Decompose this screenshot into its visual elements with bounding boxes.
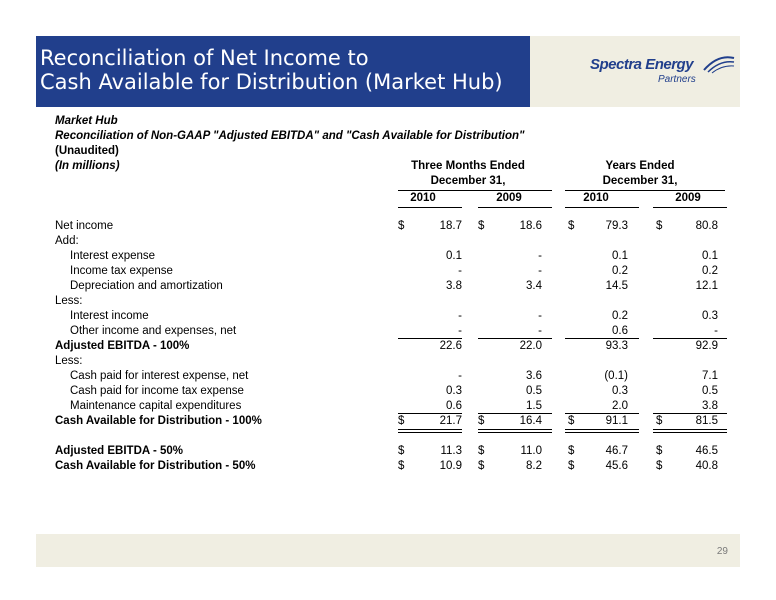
cell-value: 40.8 (695, 460, 718, 472)
group-underline (398, 190, 552, 191)
column-group-years-date: December 31, (602, 175, 678, 187)
currency-symbol: $ (478, 460, 485, 472)
cell-value: - (538, 250, 542, 262)
cell-value: 0.2 (612, 310, 628, 322)
cell-value: 0.5 (526, 385, 542, 397)
cell-value: 81.5 (695, 415, 718, 427)
cell-value: 45.6 (605, 460, 628, 472)
row-label: Adjusted EBITDA - 100% (55, 340, 190, 352)
page-number: 29 (716, 546, 728, 557)
row-label: Net income (55, 220, 114, 232)
cell-value: 18.7 (439, 220, 462, 232)
year-underline (478, 207, 552, 208)
cell-value: 46.5 (695, 445, 718, 457)
year-underline (565, 207, 639, 208)
total-rule-line (398, 338, 462, 339)
cell-value: 3.6 (526, 370, 542, 382)
table-row (55, 385, 745, 400)
table-row (55, 280, 745, 295)
cell-value: 22.0 (519, 340, 542, 352)
spectra-energy-partners-logo (590, 52, 740, 92)
cell-value: 80.8 (695, 220, 718, 232)
cell-value: 3.8 (446, 280, 462, 292)
cell-value: 18.6 (519, 220, 542, 232)
cell-value: 0.1 (612, 250, 628, 262)
currency-symbol: $ (656, 445, 663, 457)
cell-value: 16.4 (519, 415, 542, 427)
column-group-years: Years Ended (605, 160, 675, 172)
cell-value: 0.2 (702, 265, 718, 277)
year-header: 2010 (583, 192, 609, 204)
table-header-market-hub: Market Hub (55, 115, 118, 127)
cell-value: 0.6 (612, 325, 628, 337)
table-row (55, 370, 745, 385)
total-rule-line (565, 338, 639, 339)
row-label: Income tax expense (70, 265, 173, 277)
total-rule-line (478, 338, 552, 339)
cell-value: 0.3 (446, 385, 462, 397)
cell-value: 0.1 (702, 250, 718, 262)
total-rule-line (565, 413, 639, 414)
cell-value: 2.0 (612, 400, 628, 412)
cell-value: 10.9 (439, 460, 462, 472)
table-header-unaudited: (Unaudited) (55, 145, 119, 157)
row-label: Cash paid for interest expense, net (70, 370, 249, 382)
total-rule-line (653, 432, 727, 433)
total-rule-line (478, 413, 552, 414)
table-row (55, 340, 745, 355)
total-rule-line (653, 338, 727, 339)
row-label: Depreciation and amortization (70, 280, 223, 292)
cell-value: 79.3 (605, 220, 628, 232)
row-label: Add: (55, 235, 79, 247)
table-row (55, 265, 745, 280)
cell-value: - (458, 310, 462, 322)
cell-value: - (458, 325, 462, 337)
currency-symbol: $ (478, 220, 485, 232)
cell-value: 0.3 (612, 385, 628, 397)
cell-value: 0.3 (702, 310, 718, 322)
logo-sub-text: Partners (658, 74, 696, 85)
cell-value: 92.9 (695, 340, 718, 352)
cell-value: - (714, 325, 718, 337)
currency-symbol: $ (398, 415, 405, 427)
cell-value: 93.3 (605, 340, 628, 352)
table-row (55, 235, 745, 250)
table-header-in-millions: (In millions) (55, 160, 120, 172)
cell-value: 7.1 (702, 370, 718, 382)
currency-symbol: $ (656, 220, 663, 232)
year-header: 2009 (675, 192, 701, 204)
year-underline (398, 207, 462, 208)
cell-value: 0.5 (702, 385, 718, 397)
cell-value: 14.5 (605, 280, 628, 292)
row-label: Interest income (70, 310, 149, 322)
currency-symbol: $ (478, 445, 485, 457)
total-rule-line (565, 432, 639, 433)
total-rule-line (398, 413, 462, 414)
cell-value: 11.3 (440, 445, 462, 457)
logo-main-text: Spectra Energy (590, 56, 694, 73)
row-label: Adjusted EBITDA - 50% (55, 445, 184, 457)
currency-symbol: $ (478, 415, 485, 427)
cell-value: 46.7 (605, 445, 628, 457)
column-group-three-months: Three Months Ended (411, 160, 525, 172)
currency-symbol: $ (398, 220, 405, 232)
currency-symbol: $ (398, 460, 405, 472)
table-header-reconciliation: Reconciliation of Non-GAAP "Adjusted EBITDA" and "Cash Available for Distribution" (55, 130, 525, 142)
currency-symbol: $ (568, 460, 575, 472)
row-label: Maintenance capital expenditures (70, 400, 242, 412)
year-header: 2009 (496, 192, 522, 204)
slide-title-line1: Reconciliation of Net Income to (40, 46, 369, 70)
cell-value: - (458, 370, 462, 382)
cell-value: 0.1 (446, 250, 462, 262)
currency-symbol: $ (568, 220, 575, 232)
row-label: Cash Available for Distribution - 100% (55, 415, 262, 427)
total-rule-line (398, 432, 462, 433)
currency-symbol: $ (398, 445, 405, 457)
total-rule-line (478, 429, 552, 430)
column-group-three-months-date: December 31, (430, 175, 506, 187)
currency-symbol: $ (656, 460, 663, 472)
table-row (55, 415, 745, 430)
row-label: Less: (55, 295, 83, 307)
table-row (55, 310, 745, 325)
currency-symbol: $ (568, 445, 575, 457)
total-rule-line (478, 432, 552, 433)
group-underline (565, 190, 725, 191)
cell-value: 0.6 (446, 400, 462, 412)
table-row (55, 220, 745, 235)
row-label: Interest expense (70, 250, 156, 262)
currency-symbol: $ (656, 415, 663, 427)
table-row (55, 460, 745, 475)
total-rule-line (398, 429, 462, 430)
table-row (55, 250, 745, 265)
table-row (55, 445, 745, 460)
footer-band (36, 534, 740, 567)
cell-value: 22.6 (439, 340, 462, 352)
logo-swoosh-icon (702, 52, 736, 74)
row-label: Less: (55, 355, 83, 367)
cell-value: - (538, 325, 542, 337)
cell-value: 91.1 (605, 415, 628, 427)
cell-value: 1.5 (526, 400, 542, 412)
currency-symbol: $ (568, 415, 575, 427)
cell-value: 3.4 (526, 280, 542, 292)
cell-value: 0.2 (612, 265, 628, 277)
year-underline (653, 207, 727, 208)
cell-value: 11.0 (520, 445, 542, 457)
cell-value: - (538, 310, 542, 322)
row-label: Other income and expenses, net (70, 325, 237, 337)
total-rule-line (653, 413, 727, 414)
year-header: 2010 (410, 192, 436, 204)
total-rule-line (565, 429, 639, 430)
slide-title-line2: Cash Available for Distribution (Market Hub) (40, 70, 503, 94)
table-row (55, 295, 745, 310)
cell-value: 3.8 (702, 400, 718, 412)
cell-value: - (538, 265, 542, 277)
cell-value: 21.7 (439, 415, 462, 427)
row-label: Cash paid for income tax expense (70, 385, 244, 397)
cell-value: (0.1) (604, 370, 628, 382)
table-row (55, 355, 745, 370)
cell-value: 8.2 (526, 460, 542, 472)
row-label: Cash Available for Distribution - 50% (55, 460, 256, 472)
total-rule-line (653, 429, 727, 430)
cell-value: 12.1 (695, 280, 718, 292)
cell-value: - (458, 265, 462, 277)
